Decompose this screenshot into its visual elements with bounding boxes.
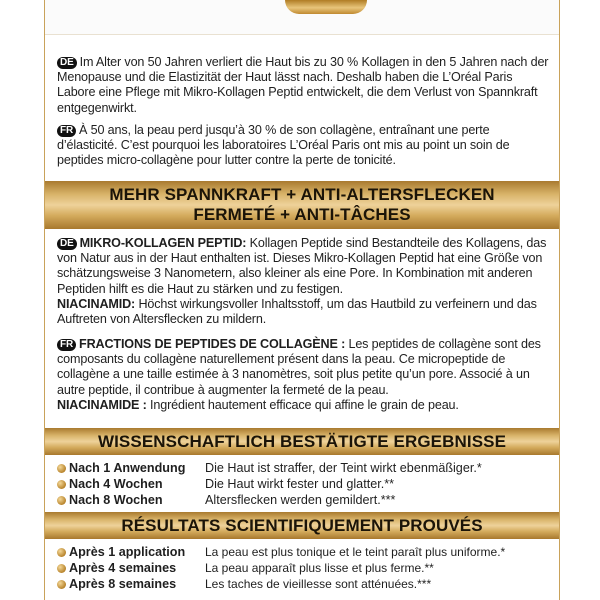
intro-fr bbox=[57, 123, 549, 169]
ingredients-fr bbox=[57, 337, 549, 413]
product-box-panel bbox=[44, 0, 560, 600]
result-label: Après 4 semaines bbox=[69, 561, 177, 575]
result-row bbox=[57, 560, 557, 576]
result-text: La peau apparaît plus lisse et plus ferme.** bbox=[205, 561, 434, 575]
claim-band bbox=[45, 181, 559, 229]
fr-flag-badge: FR bbox=[57, 125, 76, 137]
result-text: Die Haut ist straffer, der Teint wirkt ebenmäßiger.* bbox=[205, 461, 482, 475]
result-label: Nach 1 Anwendung bbox=[69, 461, 186, 475]
bullet-icon bbox=[57, 580, 66, 589]
ingredient-text: Ingrédient hautement efficace qui affine le grain de peau. bbox=[146, 397, 459, 412]
ingredient-term: NIACINAMID: bbox=[57, 296, 136, 311]
result-label: Après 1 application bbox=[69, 545, 186, 559]
result-label: Nach 4 Wochen bbox=[69, 477, 163, 491]
results-title-de: WISSENSCHAFTLICH BESTÄTIGTE ERGEBNISSE bbox=[97, 432, 507, 451]
result-label: Après 8 semaines bbox=[69, 577, 177, 591]
results-band-de bbox=[45, 428, 559, 455]
claim-line-de: MEHR SPANNKRAFT + ANTI-ALTERSFLECKEN bbox=[109, 185, 495, 204]
bullet-icon bbox=[57, 480, 66, 489]
fr-flag-badge: FR bbox=[57, 339, 76, 351]
bullet-icon bbox=[57, 564, 66, 573]
ingredient-text: Kollagen Peptide sind Bestandteile des Kollagens, das von Natur aus in der Haut enthalten ist. Dieses Mikro-Kollagen Peptid hat eine Größe von schätzungsweise 3 Nanometern, also kleiner als eine Pore. In Kombination mit anderen Peptiden hilft es die Haut zu stärken und zu festigen. bbox=[57, 236, 547, 296]
result-label: Nach 8 Wochen bbox=[69, 493, 163, 507]
claim-line-fr: FERMETÉ + ANTI-TÂCHES bbox=[193, 205, 411, 224]
intro-fr-text: À 50 ans, la peau perd jusqu’à 30 % de son collagène, entraînant une perte d’élasticité. C’est pourquoi les laboratoires L’Oréal Paris ont mis au point un soin de peptides micro-collagène pour lutter contre la perte de tonicité. bbox=[57, 123, 510, 168]
bullet-icon bbox=[57, 548, 66, 557]
intro-de-text: Im Alter von 50 Jahren verliert die Haut bis zu 30 % Kollagen in den 5 Jahren nach der Menopause und die Elastizität der Haut lässt nach. Deshalb haben die L’Oréal Paris Labore eine Pflege mit Mikro-Kollagen Peptid entwickelt, die dem Verlust von Spannkraft entgegenwirkt. bbox=[57, 55, 549, 115]
bullet-icon bbox=[57, 464, 66, 473]
result-text: Die Haut wirkt fester und glatter.** bbox=[205, 477, 394, 491]
ingredient-text: Les peptides de collagène sont des composants du collagène naturellement présent dans la peau. Ce micropeptide de collagène a une taille estimée à 3 nanomètres, soit plus petite qu’un pore. Associé à un autre peptide, il contribue à augmenter la fermeté de la peau. bbox=[57, 337, 541, 397]
result-row bbox=[57, 576, 557, 592]
ingredient-term: FRACTIONS DE PEPTIDES DE COLLAGÈNE : bbox=[79, 337, 346, 351]
bullet-icon bbox=[57, 496, 66, 505]
ingredients-de bbox=[57, 236, 549, 327]
result-row bbox=[57, 492, 557, 508]
results-title-fr: RÉSULTATS SCIENTIFIQUEMENT PROUVÉS bbox=[121, 516, 483, 535]
ingredient-text: Höchst wirkungsvoller Inhaltsstoff, um das Hautbild zu verfeinern und das Auftreten von Altersflecken zu mildern. bbox=[57, 296, 537, 327]
results-band-fr bbox=[45, 512, 559, 539]
result-row bbox=[57, 544, 557, 560]
de-flag-badge: DE bbox=[57, 57, 77, 69]
result-text: Les taches de vieillesse sont atténuées.*** bbox=[205, 577, 432, 591]
result-row bbox=[57, 460, 557, 476]
result-row bbox=[57, 476, 557, 492]
result-text: La peau est plus tonique et le teint paraît plus uniforme.* bbox=[205, 545, 506, 559]
de-flag-badge: DE bbox=[57, 238, 77, 250]
result-text: Altersflecken werden gemildert.*** bbox=[205, 493, 396, 507]
ingredient-term: MIKRO-KOLLAGEN PEPTID: bbox=[79, 236, 247, 250]
ingredient-term: NIACINAMIDE : bbox=[57, 397, 147, 412]
intro-de bbox=[57, 55, 549, 116]
gold-tab-decoration bbox=[285, 0, 367, 14]
